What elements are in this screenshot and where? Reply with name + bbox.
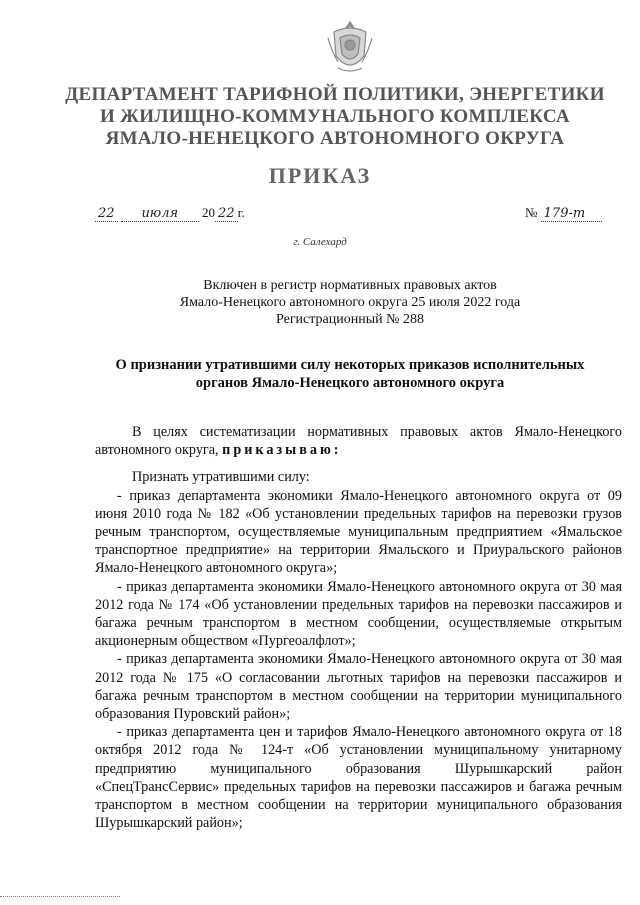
coat-of-arms-icon: [324, 18, 376, 78]
subject-line-1: О признании утратившими силу некоторых приказов исполнительных: [115, 357, 585, 373]
date-year-prefix: 20: [202, 205, 216, 220]
department-line-1: ДЕПАРТАМЕНТ ТАРИФНОЙ ПОЛИТИКИ, ЭНЕРГЕТИКИ: [65, 84, 605, 105]
registration-line-2: Ямало-Ненецкого автономного округа 25 июля 2022 года: [179, 295, 521, 310]
registration-line-3: Регистрационный № 288: [276, 312, 424, 327]
department-line-3: ЯМАЛО-НЕНЕЦКОГО АВТОНОМНОГО ОКРУГА: [105, 128, 565, 149]
date-month: июля: [121, 206, 199, 222]
date-year-suffix: 22: [215, 206, 238, 222]
document-type: ПРИКАЗ: [268, 163, 372, 188]
number-value: 179-т: [541, 206, 602, 222]
repealed-item-4: - приказ департамента цен и тарифов Ямало-Ненецкого автономного округа от 18 октября 2012 года № 124-т «Об установлении муниципальному унитарному предприятию муниципального образования Шурышкарский район «СпецТрансСервис» предельных тарифов на перевозки пассажиров и багажа речным транспортом в местном сообщении на территории муниципального образования Шурышкарский район»;: [95, 724, 622, 832]
order-number: [525, 205, 602, 222]
number-prefix: №: [525, 205, 538, 220]
order-word: приказываю:: [222, 442, 342, 459]
repealed-item-3: - приказ департамента экономики Ямало-Ненецкого автономного округа от 30 мая 2012 года № 175 «О согласовании льготных тарифов на перевозки пассажиров и багажа речным транспортом в местном сообщении на территории муниципального образования Пуровский район»;: [95, 651, 622, 723]
bottom-divider: [0, 896, 120, 897]
order-date: [95, 205, 245, 222]
intro-paragraph: [95, 423, 622, 459]
recognize-paragraph: Признать утратившими силу:: [132, 469, 310, 486]
date-year-unit: г.: [237, 205, 245, 220]
registration-line-1: Включен в регистр нормативных правовых актов: [203, 278, 497, 293]
city: г. Салехард: [293, 236, 347, 248]
department-line-2: И ЖИЛИЩНО-КОММУНАЛЬНОГО КОМПЛЕКСА: [100, 106, 570, 127]
order-subject: [90, 356, 610, 392]
intro-text: В целях систематизации нормативных правовых актов Ямало-Ненецкого автономного округа,: [95, 424, 622, 459]
registration-note: [90, 277, 610, 328]
order-body: [95, 423, 622, 832]
subject-line-2: органов Ямало-Ненецкого автономного округа: [195, 375, 505, 391]
date-day: 22: [95, 206, 118, 222]
department-name: [60, 84, 610, 150]
repealed-item-2: - приказ департамента экономики Ямало-Ненецкого автономного округа от 30 мая 2012 года № 174 «Об установлении предельных тарифов на перевозки пассажиров и багажа речным транспортом в местном сообщении, осуществляемые открытым акционерным обществом «Пургеоалфлот»;: [95, 578, 622, 650]
repealed-item-1: - приказ департамента экономики Ямало-Ненецкого автономного округа от 09 июня 2010 года № 182 «Об установлении предельных тарифов на перевозки грузов речным транспортом, осуществляемые муниципальным предприятием «Ямальское транспортное предприятие» на территории Ямальского и Приуральского районов Ямало-Ненецкого автономного округа»;: [95, 487, 622, 577]
